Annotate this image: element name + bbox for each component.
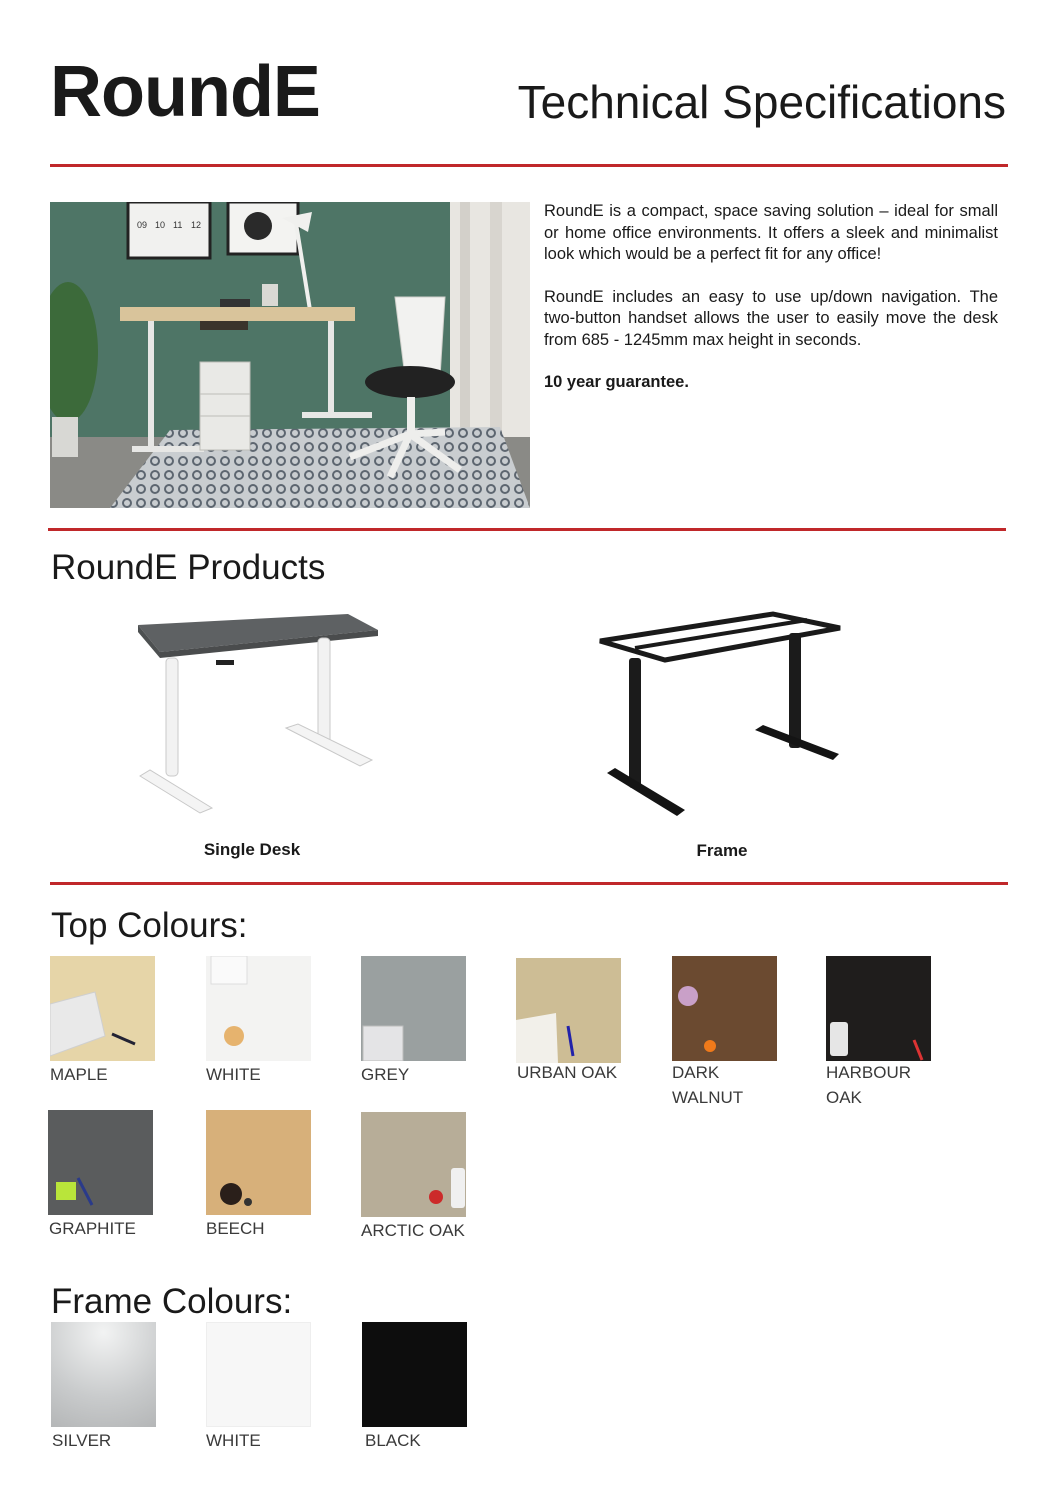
- swatch-label: BLACK: [365, 1431, 421, 1450]
- swatch-beech[interactable]: [206, 1110, 311, 1215]
- description-paragraph: RoundE includes an easy to use up/down navigation. The two-button handset allows the user to easily move the desk from 685 - 1245mm max height in seconds.: [544, 287, 998, 349]
- swatch-silver[interactable]: [51, 1322, 156, 1427]
- swatch-label: WHITE: [206, 1431, 261, 1450]
- clock-number: 10: [155, 220, 166, 230]
- frame-image: [595, 608, 845, 830]
- decor-icon: [672, 956, 777, 1061]
- coffee-icon: [206, 1110, 311, 1215]
- swatch-dark-walnut[interactable]: [672, 956, 777, 1061]
- swatch-label: URBAN OAK: [517, 1063, 618, 1082]
- swatch-label: MAPLE: [50, 1065, 108, 1084]
- swatch-harbour-oak[interactable]: [826, 956, 931, 1061]
- divider: [50, 882, 1008, 885]
- swatch-grey[interactable]: [361, 956, 466, 1061]
- description-paragraph: RoundE is a compact, space saving solution – ideal for small or home office environments. It offers a sleek and minimalist look which would be a perfect fit for any office!: [544, 202, 998, 263]
- laptop-icon: [50, 956, 155, 1061]
- swatch-label: BEECH: [206, 1219, 265, 1238]
- frame-colours-heading: Frame Colours:: [51, 1282, 293, 1321]
- single-desk-image: [120, 608, 382, 828]
- swatch-graphite[interactable]: [48, 1110, 153, 1215]
- page-title: Technical Specifications: [517, 76, 1006, 128]
- clock-number: 11: [173, 220, 183, 230]
- swatch-label: ARCTIC OAK: [361, 1221, 465, 1240]
- swatch-white-frame[interactable]: [206, 1322, 311, 1427]
- swatch-urban-oak[interactable]: [516, 958, 621, 1063]
- divider: [48, 528, 1006, 531]
- product-label-frame: Frame: [696, 841, 748, 860]
- swatch-white[interactable]: [206, 956, 311, 1061]
- notebook-icon: [361, 956, 466, 1061]
- guarantee-text: 10 year guarantee.: [544, 373, 689, 391]
- brand-logo: RoundE: [50, 52, 320, 132]
- clock-number: 09: [137, 220, 148, 230]
- swatch-arctic-oak[interactable]: [361, 1112, 466, 1217]
- swatch-label: WHITE: [206, 1065, 261, 1084]
- phone-icon: [361, 1112, 466, 1217]
- product-description: [544, 201, 998, 415]
- clock-number: 12: [191, 220, 202, 230]
- notebook-icon: [206, 956, 311, 1061]
- hero-office-photo: [50, 202, 530, 508]
- swatch-maple[interactable]: [50, 956, 155, 1061]
- sticky-note-icon: [48, 1110, 153, 1215]
- swatch-black[interactable]: [362, 1322, 467, 1427]
- swatch-label: SILVER: [52, 1431, 112, 1450]
- products-heading: RoundE Products: [51, 548, 326, 587]
- swatch-label: DARK WALNUT: [672, 1063, 744, 1107]
- phone-icon: [826, 956, 931, 1061]
- product-label-single-desk: Single Desk: [203, 840, 301, 859]
- swatch-label: HARBOUR OAK: [826, 1063, 912, 1107]
- divider: [50, 164, 1008, 167]
- top-colours-heading: Top Colours:: [51, 906, 248, 945]
- paper-icon: [516, 958, 621, 1063]
- swatch-label: GREY: [361, 1065, 410, 1084]
- office-scene-illustration: [50, 202, 530, 508]
- single-desk-icon: [120, 608, 382, 828]
- swatch-label: GRAPHITE: [49, 1219, 136, 1238]
- frame-icon: [595, 608, 845, 830]
